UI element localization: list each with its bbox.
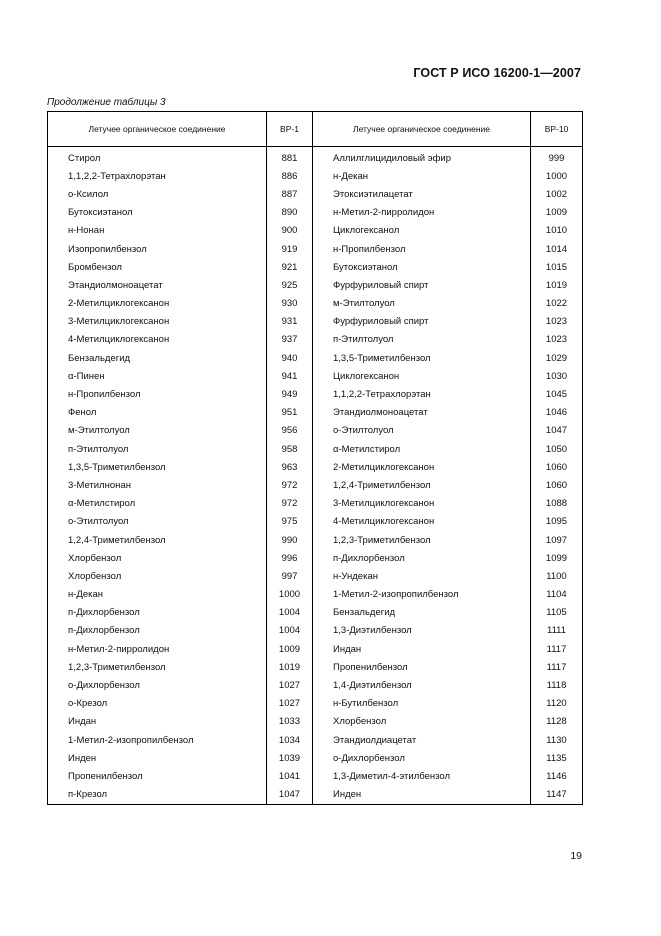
table-row	[48, 622, 583, 640]
bp1-value-cell: 937	[267, 331, 313, 349]
standard-designation: ГОСТ Р ИСО 16200-1—2007	[413, 66, 581, 80]
bp10-value-cell: 1022	[531, 295, 583, 313]
bp1-value-cell: 975	[267, 513, 313, 531]
bp1-value-cell: 1004	[267, 622, 313, 640]
table-body	[48, 147, 583, 805]
compound-left-cell: Этандиолмоноацетат	[48, 276, 267, 294]
compound-left-cell: н-Пропилбензол	[48, 385, 267, 403]
compound-right-cell: Бутоксиэтанол	[313, 258, 531, 276]
compound-right-cell: Инден	[313, 786, 531, 805]
bp10-value-cell: 1023	[531, 313, 583, 331]
table-row	[48, 476, 583, 494]
data-table	[47, 111, 583, 805]
bp10-value-cell: 1015	[531, 258, 583, 276]
bp10-value-cell: 1009	[531, 204, 583, 222]
compound-right-cell: α-Метилстирол	[313, 440, 531, 458]
bp10-value-cell: 1146	[531, 767, 583, 785]
table-row	[48, 349, 583, 367]
bp10-value-cell: 1019	[531, 276, 583, 294]
compound-right-cell: 1,3-Диэтилбензол	[313, 622, 531, 640]
bp1-value-cell: 919	[267, 240, 313, 258]
compound-left-cell: м-Этилтолуол	[48, 422, 267, 440]
compound-left-cell: п-Дихлорбензол	[48, 622, 267, 640]
table-row	[48, 404, 583, 422]
column-header-compound-left: Летучее органическое соединение	[48, 112, 267, 147]
table-row	[48, 258, 583, 276]
bp1-value-cell: 1019	[267, 658, 313, 676]
bp10-value-cell: 1120	[531, 695, 583, 713]
table-row	[48, 458, 583, 476]
compound-right-cell: н-Бутилбензол	[313, 695, 531, 713]
bp1-value-cell: 925	[267, 276, 313, 294]
compound-right-cell: н-Пропилбензол	[313, 240, 531, 258]
compound-left-cell: Фенол	[48, 404, 267, 422]
compound-right-cell: н-Декан	[313, 167, 531, 185]
bp1-value-cell: 886	[267, 167, 313, 185]
bp1-value-cell: 900	[267, 222, 313, 240]
compound-left-cell: о-Крезол	[48, 695, 267, 713]
bp1-value-cell: 963	[267, 458, 313, 476]
compound-right-cell: Этандиолмоноацетат	[313, 404, 531, 422]
table-row	[48, 295, 583, 313]
table-row	[48, 204, 583, 222]
bp10-value-cell: 1029	[531, 349, 583, 367]
bp1-value-cell: 1033	[267, 713, 313, 731]
compound-left-cell: Индан	[48, 713, 267, 731]
compound-right-cell: Циклогексанон	[313, 367, 531, 385]
bp1-value-cell: 956	[267, 422, 313, 440]
compound-left-cell: п-Этилтолуол	[48, 440, 267, 458]
compound-left-cell: 1,2,3-Триметилбензол	[48, 658, 267, 676]
compound-right-cell: 2-Метилциклогексанон	[313, 458, 531, 476]
compound-left-cell: 1-Метил-2-изопропилбензол	[48, 731, 267, 749]
bp10-value-cell: 1030	[531, 367, 583, 385]
compound-right-cell: Этоксиэтилацетат	[313, 185, 531, 203]
compound-right-cell: 1,2,4-Триметилбензол	[313, 476, 531, 494]
table-row	[48, 185, 583, 203]
table-row	[48, 531, 583, 549]
compound-left-cell: Инден	[48, 749, 267, 767]
compound-left-cell: Пропенилбензол	[48, 767, 267, 785]
compound-right-cell: Аллилглицидиловый эфир	[313, 147, 531, 168]
bp10-value-cell: 1130	[531, 731, 583, 749]
compound-left-cell: 1,1,2,2-Тетрахлорэтан	[48, 167, 267, 185]
table-row	[48, 495, 583, 513]
bp10-value-cell: 1118	[531, 676, 583, 694]
table-row	[48, 331, 583, 349]
compound-right-cell: 1,2,3-Триметилбензол	[313, 531, 531, 549]
table-row	[48, 731, 583, 749]
bp10-value-cell: 1100	[531, 567, 583, 585]
compound-right-cell: Этандиолдиацетат	[313, 731, 531, 749]
bp1-value-cell: 887	[267, 185, 313, 203]
compound-left-cell: 3-Метилнонан	[48, 476, 267, 494]
compound-right-cell: Фурфуриловый спирт	[313, 313, 531, 331]
compound-left-cell: 4-Метилциклогексанон	[48, 331, 267, 349]
bp10-value-cell: 1097	[531, 531, 583, 549]
compound-left-cell: Бромбензол	[48, 258, 267, 276]
bp10-value-cell: 1147	[531, 786, 583, 805]
bp10-value-cell: 1050	[531, 440, 583, 458]
bp1-value-cell: 1004	[267, 604, 313, 622]
compound-left-cell: Хлорбензол	[48, 567, 267, 585]
compound-right-cell: 1-Метил-2-изопропилбензол	[313, 586, 531, 604]
bp1-value-cell: 940	[267, 349, 313, 367]
compound-right-cell: о-Этилтолуол	[313, 422, 531, 440]
compound-right-cell: о-Дихлорбензол	[313, 749, 531, 767]
bp1-value-cell: 1027	[267, 676, 313, 694]
bp1-value-cell: 1034	[267, 731, 313, 749]
table-row	[48, 385, 583, 403]
compound-right-cell: Хлорбензол	[313, 713, 531, 731]
compound-right-cell: 1,3,5-Триметилбензол	[313, 349, 531, 367]
compound-left-cell: н-Декан	[48, 586, 267, 604]
bp1-value-cell: 890	[267, 204, 313, 222]
table-row	[48, 713, 583, 731]
bp1-value-cell: 1041	[267, 767, 313, 785]
bp1-value-cell: 997	[267, 567, 313, 585]
table-row	[48, 313, 583, 331]
bp1-value-cell: 881	[267, 147, 313, 168]
compound-left-cell: н-Метил-2-пирролидон	[48, 640, 267, 658]
compound-right-cell: н-Метил-2-пирролидон	[313, 204, 531, 222]
table-row	[48, 222, 583, 240]
compound-left-cell: α-Пинен	[48, 367, 267, 385]
compound-right-cell: п-Дихлорбензол	[313, 549, 531, 567]
table-header-row	[48, 112, 583, 147]
bp10-value-cell: 1047	[531, 422, 583, 440]
table-row	[48, 604, 583, 622]
table-row	[48, 786, 583, 805]
compound-left-cell: 2-Метилциклогексанон	[48, 295, 267, 313]
bp1-value-cell: 941	[267, 367, 313, 385]
table-row	[48, 640, 583, 658]
compound-right-cell: Циклогексанол	[313, 222, 531, 240]
table-row	[48, 240, 583, 258]
bp1-value-cell: 972	[267, 476, 313, 494]
compound-right-cell: м-Этилтолуол	[313, 295, 531, 313]
compound-right-cell: 1,1,2,2-Тетрахлорэтан	[313, 385, 531, 403]
bp1-value-cell: 921	[267, 258, 313, 276]
compound-right-cell: 4-Метилциклогексанон	[313, 513, 531, 531]
bp1-value-cell: 996	[267, 549, 313, 567]
bp10-value-cell: 1099	[531, 549, 583, 567]
compound-left-cell: Бутоксиэтанол	[48, 204, 267, 222]
table-row	[48, 549, 583, 567]
bp10-value-cell: 1105	[531, 604, 583, 622]
bp10-value-cell: 1117	[531, 640, 583, 658]
compound-left-cell: Бензальдегид	[48, 349, 267, 367]
bp1-value-cell: 930	[267, 295, 313, 313]
compound-left-cell: Изопропилбензол	[48, 240, 267, 258]
bp10-value-cell: 1060	[531, 476, 583, 494]
table-caption: Продолжение таблицы 3	[47, 97, 166, 108]
bp10-value-cell: 1095	[531, 513, 583, 531]
compound-left-cell: 1,2,4-Триметилбензол	[48, 531, 267, 549]
compound-right-cell: п-Этилтолуол	[313, 331, 531, 349]
bp10-value-cell: 1010	[531, 222, 583, 240]
bp10-value-cell: 1117	[531, 658, 583, 676]
compound-right-cell: Бензальдегид	[313, 604, 531, 622]
bp10-value-cell: 1111	[531, 622, 583, 640]
compound-right-cell: Пропенилбензол	[313, 658, 531, 676]
compound-right-cell: Индан	[313, 640, 531, 658]
table-row	[48, 367, 583, 385]
bp1-value-cell: 951	[267, 404, 313, 422]
column-header-bp10: BP-10	[531, 112, 583, 147]
bp10-value-cell: 1135	[531, 749, 583, 767]
bp10-value-cell: 1088	[531, 495, 583, 513]
bp1-value-cell: 1047	[267, 786, 313, 805]
column-header-compound-right: Летучее органическое соединение	[313, 112, 531, 147]
bp10-value-cell: 1045	[531, 385, 583, 403]
bp10-value-cell: 1060	[531, 458, 583, 476]
compound-left-cell: о-Этилтолуол	[48, 513, 267, 531]
bp10-value-cell: 1000	[531, 167, 583, 185]
table-row	[48, 676, 583, 694]
bp10-value-cell: 1046	[531, 404, 583, 422]
table-row	[48, 749, 583, 767]
table-row	[48, 767, 583, 785]
table-row	[48, 167, 583, 185]
compound-left-cell: н-Нонан	[48, 222, 267, 240]
bp1-value-cell: 1009	[267, 640, 313, 658]
bp1-value-cell: 990	[267, 531, 313, 549]
table-row	[48, 695, 583, 713]
bp1-value-cell: 949	[267, 385, 313, 403]
bp10-value-cell: 1002	[531, 185, 583, 203]
compound-left-cell: о-Дихлорбензол	[48, 676, 267, 694]
bp1-value-cell: 1000	[267, 586, 313, 604]
compound-left-cell: п-Дихлорбензол	[48, 604, 267, 622]
bp1-value-cell: 1039	[267, 749, 313, 767]
table-row	[48, 440, 583, 458]
bp10-value-cell: 1023	[531, 331, 583, 349]
bp1-value-cell: 1027	[267, 695, 313, 713]
bp10-value-cell: 1128	[531, 713, 583, 731]
bp1-value-cell: 931	[267, 313, 313, 331]
compound-left-cell: Хлорбензол	[48, 549, 267, 567]
compound-right-cell: 1,4-Диэтилбензол	[313, 676, 531, 694]
compound-left-cell: 1,3,5-Триметилбензол	[48, 458, 267, 476]
column-header-bp1: BP-1	[267, 112, 313, 147]
table-row	[48, 567, 583, 585]
compound-right-cell: Фурфуриловый спирт	[313, 276, 531, 294]
bp1-value-cell: 958	[267, 440, 313, 458]
compound-right-cell: 1,3-Диметил-4-этилбензол	[313, 767, 531, 785]
table-row	[48, 276, 583, 294]
compound-left-cell: α-Метилстирол	[48, 495, 267, 513]
table-row	[48, 147, 583, 168]
bp10-value-cell: 1014	[531, 240, 583, 258]
compound-left-cell: Стирол	[48, 147, 267, 168]
table-row	[48, 422, 583, 440]
compound-left-cell: п-Крезол	[48, 786, 267, 805]
compound-right-cell: н-Ундекан	[313, 567, 531, 585]
compound-right-cell: 3-Метилциклогексанон	[313, 495, 531, 513]
bp10-value-cell: 999	[531, 147, 583, 168]
page-number: 19	[570, 850, 582, 862]
table-row	[48, 658, 583, 676]
bp1-value-cell: 972	[267, 495, 313, 513]
bp10-value-cell: 1104	[531, 586, 583, 604]
compound-left-cell: 3-Метилциклогексанон	[48, 313, 267, 331]
table-row	[48, 586, 583, 604]
table-row	[48, 513, 583, 531]
compound-left-cell: о-Ксилол	[48, 185, 267, 203]
